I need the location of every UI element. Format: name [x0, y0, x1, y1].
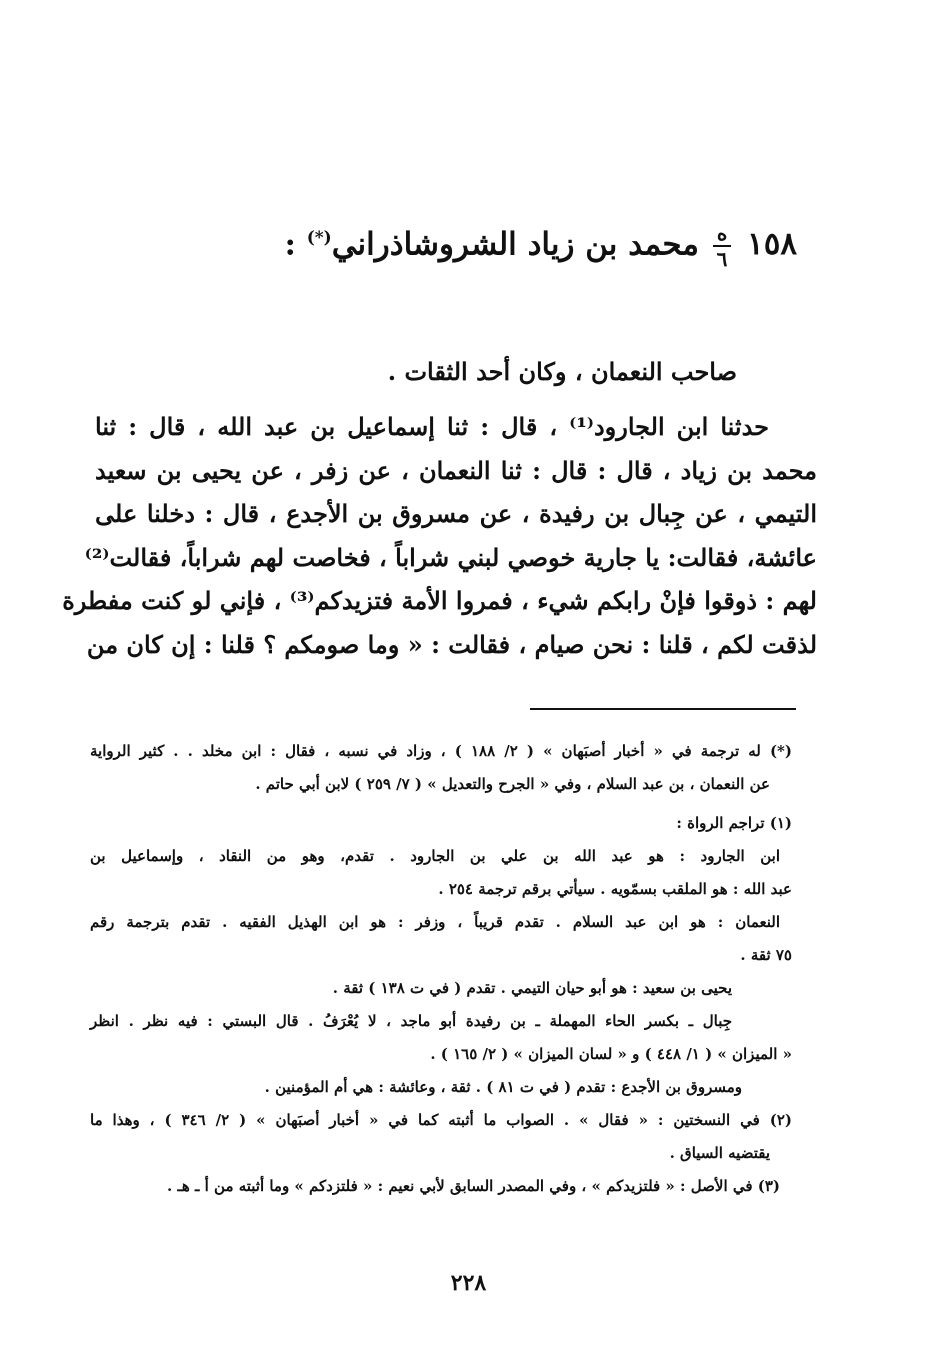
footnote-line: جِبال ـ بكسر الحاء المهملة ـ بن رفيدة أبو ماجد ، لا يُعْرَفُ . قال البستي : فيه نظر . انظر [90, 1012, 732, 1030]
footnote-line: (*) له ترجمة في « أخبار أصبَهان » ( ٢/ ١٨٨ ) ، وزاد في نسبه ، فقال : ابن مخلد . . كثير الرواية [90, 742, 792, 760]
entry-title: محمد بن زياد الشروشاذراني [331, 226, 700, 263]
footnotes [90, 735, 792, 1203]
entry-heading [97, 208, 797, 274]
footnote-line: ومسروق بن الأجدع : تقدم ( في ت ٨١ ) . ثقة ، وعائشة : هي أم المؤمنين . [264, 1078, 742, 1096]
footnote-line: ٧٥ ثقة . [740, 946, 792, 964]
body-line: عائشة، فقالت: يا جارية خوصي لبني شراباً ، فخاصت لهم شراباً، فقالت⁽²⁾ [84, 542, 817, 572]
footnote-line: (٢) في النسختين : « فقال » . الصواب ما أثبته كما في « أخبار أصبَهان » ( ٢/ ٣٤٦ ) ، وهذا ما [90, 1111, 792, 1129]
entry-intro: صاحب النعمان ، وكان أحد الثقات . [387, 357, 737, 386]
footnote-line: يحيى بن سعيد : هو أبو حيان التيمي . تقدم ( في ت ١٣٨ ) ثقة . [332, 979, 732, 997]
footnote-separator [530, 708, 796, 710]
body-line: لهم : ذوقوا فإنْ رابكم شيء ، فمروا الأمة فتزيدكم⁽³⁾ ، فإني لو كنت مفطرة [62, 586, 817, 615]
footnote-line: عن النعمان ، بن عبد السلام ، وفي « الجرح والتعديل » ( ٧/ ٢٥٩ ) لابن أبي حاتم . [255, 775, 770, 793]
fraction-top: ه [716, 220, 728, 245]
footnote-line: (٣) في الأصل : « فلتزيدكم » ، وفي المصدر السابق لأبي نعيم : « فلتزدكم » وما أثبته من أ ـ هـ . [167, 1177, 780, 1195]
footnote-marker: (*) [306, 228, 332, 248]
fraction-bottom: ٦ [716, 246, 728, 271]
hadith-text [62, 405, 818, 666]
heading-tail: : [284, 226, 307, 263]
body-line: حدثنا ابن الجارود⁽¹⁾ ، قال : ثنا إسماعيل بن عبد الله ، قال : ثنا [95, 412, 770, 441]
footnote-line: ابن الجارود : هو عبد الله بن علي بن الجارود . تقدم، وهو من النقاد ، وإسماعيل بن [90, 847, 780, 865]
body-line: محمد بن زياد ، قال : قال : ثنا النعمان ، عن زفر ، عن يحيى بن سعيد [95, 455, 817, 485]
body-line: لذقت لكم ، قلنا : نحن صيام ، فقالت : « وما صومكم ؟ قلنا : إن كان من [86, 629, 817, 659]
footnote-line: يقتضيه السياق . [669, 1144, 770, 1162]
entry-number: ١٥٨ [747, 226, 797, 263]
footnote-line: عبد الله : هو الملقب بسمّويه . سيأتي برقم ترجمة ٢٥٤ . [438, 880, 792, 898]
footnote-line: النعمان : هو ابن عبد السلام . تقدم قريباً ، وزفر : هو ابن الهذيل الفقيه . تقدم بترجمة رقم [90, 913, 780, 931]
body-line: التيمي ، عن جِبال بن رفيدة ، عن مسروق بن الأجدع ، قال : دخلنا على [95, 499, 818, 528]
footnote-line: (١) تراجم الرواة : [676, 814, 792, 832]
page-number: ٢٢٨ [450, 1270, 487, 1296]
footnote-line: « الميزان » ( ١/ ٤٤٨ ) و « لسان الميزان » ( ٢/ ١٦٥ ) . [430, 1045, 792, 1063]
volume-fraction [713, 220, 731, 271]
